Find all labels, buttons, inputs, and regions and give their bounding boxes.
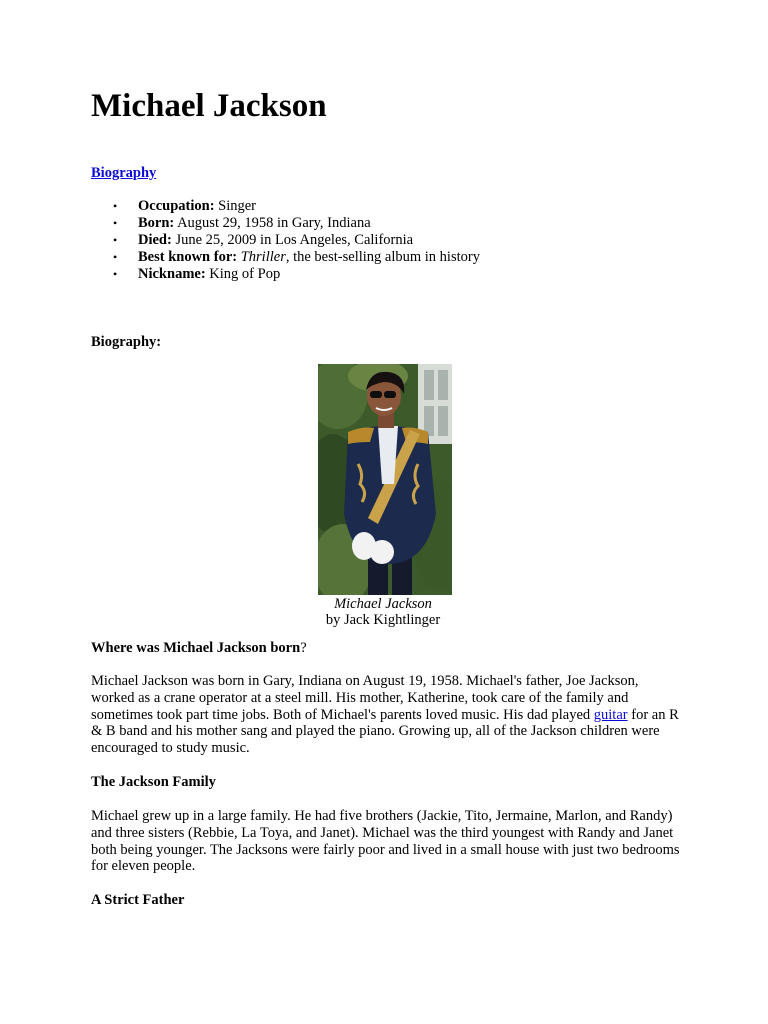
fact-value: August 29, 1958 in Gary, Indiana: [177, 215, 371, 231]
photo-caption-credit: by Jack Kightlinger: [325, 612, 441, 628]
facts-list: [91, 198, 480, 283]
fact-born: [91, 215, 480, 232]
biography-link[interactable]: Biography: [91, 165, 157, 181]
fact-label: Occupation:: [138, 198, 215, 214]
paragraph-born-text-2: for an R & B band and his mother sang and played the piano. Growing up, all of the Jackson children were encouraged to study music.: [91, 706, 679, 757]
fact-value: King of Pop: [209, 266, 281, 282]
section-heading-born-text: Where was Michael Jackson born: [91, 640, 301, 656]
michael-jackson-photo: [318, 364, 452, 595]
section-heading-family: The Jackson Family: [91, 774, 216, 790]
fact-value: Singer: [218, 198, 257, 214]
fact-occupation: [91, 198, 480, 215]
section-heading-born-suffix: ?: [300, 640, 307, 656]
fact-value: June 25, 2009 in Los Angeles, California: [175, 232, 414, 248]
bullet-icon: •: [113, 267, 118, 281]
fact-label: Best known for:: [138, 249, 238, 265]
fact-best-known-for: [91, 249, 480, 266]
biography-heading: Biography:: [91, 334, 162, 350]
bullet-icon: •: [113, 250, 118, 264]
bullet-icon: •: [113, 233, 118, 247]
fact-value-italic: Thriller: [240, 249, 286, 265]
fact-nickname: [91, 266, 480, 283]
fact-label: Died:: [138, 232, 172, 248]
guitar-link[interactable]: guitar: [593, 706, 628, 723]
bullet-icon: •: [113, 216, 118, 230]
paragraph-born: [91, 673, 681, 757]
section-heading-father: A Strict Father: [91, 892, 185, 908]
fact-label: Born:: [138, 215, 175, 231]
section-heading-born: [91, 639, 307, 657]
page-title: Michael Jackson: [91, 88, 327, 124]
fact-died: [91, 232, 480, 249]
paragraph-born-text-1: Michael Jackson was born in Gary, Indiana on August 19, 1958. Michael's father, Joe Jackson, worked as a crane operator at a steel mill. His mother, Katherine, took care of the family and sometimes took part time jobs. Both of Michael's parents loved music. His dad played: [91, 673, 639, 723]
bullet-icon: •: [113, 199, 118, 213]
photo-caption-title: Michael Jackson: [334, 596, 432, 612]
paragraph-family: Michael grew up in a large family. He had five brothers (Jackie, Tito, Jermaine, Marlon, and Randy) and three sisters (Rebbie, La Toya, and Janet). Michael was the third youngest with Randy and Janet both being younger. The Jacksons were fairly poor and lived in a small house with just two bedrooms for eleven people.: [91, 808, 680, 875]
fact-label: Nickname:: [138, 266, 206, 282]
fact-value: , the best-selling album in history: [285, 249, 480, 265]
